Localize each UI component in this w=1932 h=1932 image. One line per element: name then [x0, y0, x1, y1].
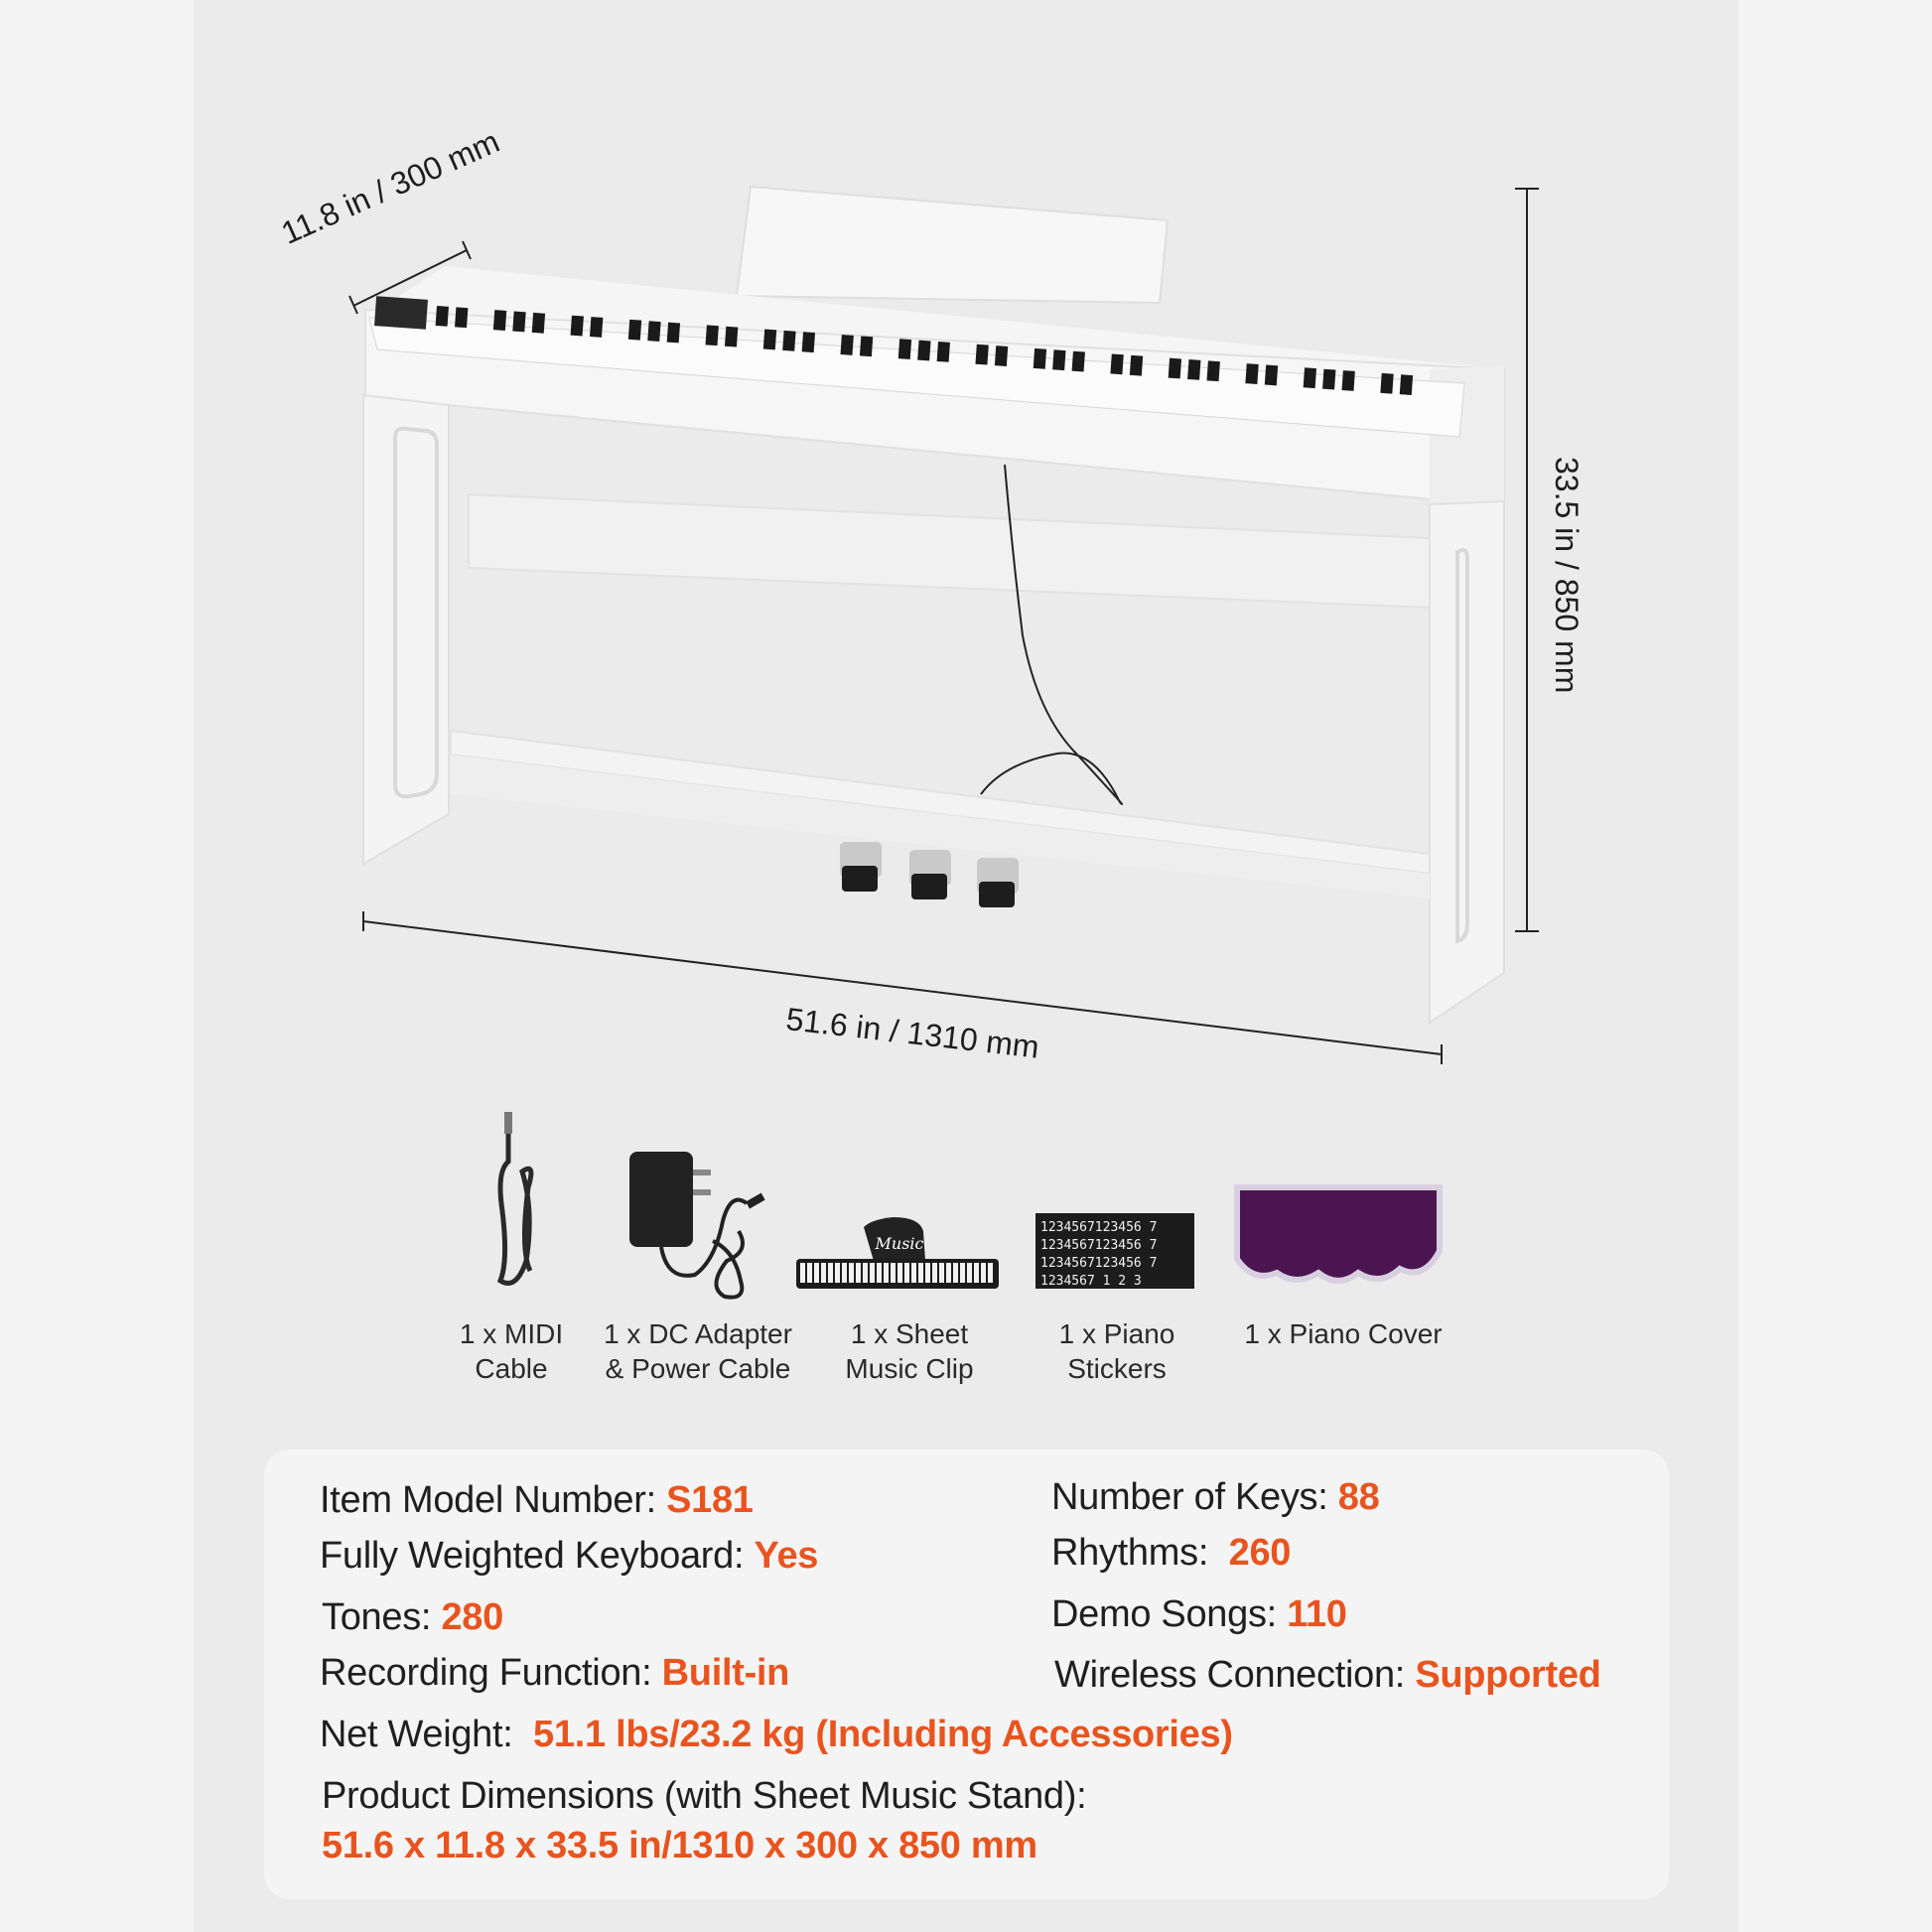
accessory-dc-adapter-label: 1 x DC Adapter & Power Cable	[604, 1318, 792, 1384]
sticker-row: 1234567123456 7	[1040, 1220, 1158, 1235]
clip-key	[828, 1263, 833, 1283]
black-key	[1400, 374, 1413, 395]
black-key	[667, 323, 680, 344]
clip-key	[981, 1263, 986, 1283]
clip-key	[884, 1263, 889, 1283]
clip-key	[877, 1263, 882, 1283]
clip-key	[939, 1263, 944, 1283]
clip-key	[918, 1263, 923, 1283]
spec-weighted: Fully Weighted Keyboard: Yes	[320, 1535, 819, 1577]
black-key	[782, 331, 795, 351]
black-key	[995, 345, 1008, 366]
spec-model: Item Model Number: S181	[320, 1479, 754, 1521]
black-key	[455, 307, 468, 328]
accessory-sheet-clip-label: 1 x Sheet Music Clip	[845, 1318, 974, 1384]
clip-key	[821, 1263, 826, 1283]
black-key	[1072, 351, 1085, 372]
piano-cover-icon	[1237, 1187, 1440, 1281]
black-key	[725, 327, 738, 347]
music-stand	[737, 187, 1168, 303]
black-key	[1130, 355, 1143, 376]
black-key	[763, 330, 776, 350]
black-key	[1207, 360, 1220, 381]
black-key	[1034, 348, 1046, 369]
spec-demo-songs: Demo Songs: 110	[1051, 1593, 1347, 1635]
clip-key	[863, 1263, 868, 1283]
sticker-row: 1234567123456 7	[1040, 1256, 1158, 1271]
clip-key	[904, 1263, 909, 1283]
spec-net-weight: Net Weight: 51.1 lbs/23.2 kg (Including Accessories)	[320, 1714, 1233, 1755]
black-key	[706, 325, 719, 345]
spec-rhythms: Rhythms: 260	[1051, 1532, 1292, 1574]
clip-key	[870, 1263, 875, 1283]
spec-tones: Tones: 280	[322, 1596, 503, 1638]
black-key	[1052, 349, 1065, 370]
clip-key	[932, 1263, 937, 1283]
sheet-music-clip-icon	[796, 1217, 999, 1289]
spec-product-dimensions-value: 51.6 x 11.8 x 33.5 in/1310 x 300 x 850 mm	[322, 1825, 1037, 1866]
black-key	[532, 313, 545, 334]
height-dimension-label: 33.5 in / 850 mm	[1549, 457, 1585, 694]
black-key	[512, 312, 525, 333]
clip-key	[842, 1263, 847, 1283]
black-key	[1265, 365, 1278, 386]
clip-key	[849, 1263, 854, 1283]
clip-key	[911, 1263, 916, 1283]
clip-key	[835, 1263, 840, 1283]
black-key	[917, 341, 930, 361]
midi-cable-icon	[500, 1112, 531, 1284]
clip-key	[960, 1263, 965, 1283]
black-key	[937, 342, 950, 362]
spec-product-dimensions-label: Product Dimensions (with Sheet Music Stand):	[322, 1775, 1087, 1817]
spec-keys: Number of Keys: 88	[1051, 1476, 1380, 1518]
black-key	[1169, 358, 1181, 379]
black-key	[590, 317, 603, 338]
piano-stickers-icon	[1035, 1213, 1194, 1289]
black-key	[860, 336, 873, 356]
control-panel	[374, 296, 428, 330]
clip-key	[988, 1263, 993, 1283]
clip-key	[953, 1263, 958, 1283]
sticker-row: 1234567123456 7	[1040, 1238, 1158, 1253]
power-adapter-icon	[629, 1152, 765, 1298]
accessory-stickers-label: 1 x Piano Stickers	[1058, 1318, 1175, 1384]
black-key	[975, 345, 988, 365]
clip-key	[807, 1263, 812, 1283]
clip-key	[814, 1263, 819, 1283]
clip-key	[800, 1263, 805, 1283]
black-key	[1245, 363, 1258, 384]
black-key	[628, 320, 641, 341]
black-key	[647, 321, 660, 342]
black-key	[1187, 359, 1200, 380]
clip-key	[925, 1263, 930, 1283]
width-dimension-label: 51.6 in / 1310 mm	[783, 1001, 1041, 1065]
clip-key	[891, 1263, 896, 1283]
clip-key	[967, 1263, 972, 1283]
clip-key	[897, 1263, 902, 1283]
clip-text: Music	[875, 1234, 924, 1253]
black-key	[1110, 353, 1123, 374]
black-key	[1322, 369, 1335, 390]
black-key	[493, 310, 506, 331]
black-key	[571, 316, 584, 337]
spec-wireless: Wireless Connection: Supported	[1054, 1654, 1601, 1696]
pedal-cable	[981, 465, 1122, 804]
sticker-row: 1234567 1 2 3	[1040, 1274, 1142, 1289]
back-panel	[469, 494, 1430, 608]
black-key	[436, 306, 449, 327]
accessory-cover-label: 1 x Piano Cover	[1244, 1318, 1443, 1349]
spec-recording: Recording Function: Built-in	[320, 1652, 790, 1694]
clip-key	[946, 1263, 951, 1283]
black-key	[1304, 367, 1316, 388]
black-key	[802, 332, 815, 352]
clip-key	[974, 1263, 979, 1283]
black-key	[840, 335, 853, 355]
accessory-midi-cable-label: 1 x MIDI Cable	[459, 1318, 564, 1384]
black-key	[898, 339, 911, 359]
black-key	[1341, 370, 1354, 391]
depth-dimension-label: 11.8 in / 300 mm	[276, 123, 505, 251]
black-key	[1380, 373, 1393, 394]
clip-key	[856, 1263, 861, 1283]
